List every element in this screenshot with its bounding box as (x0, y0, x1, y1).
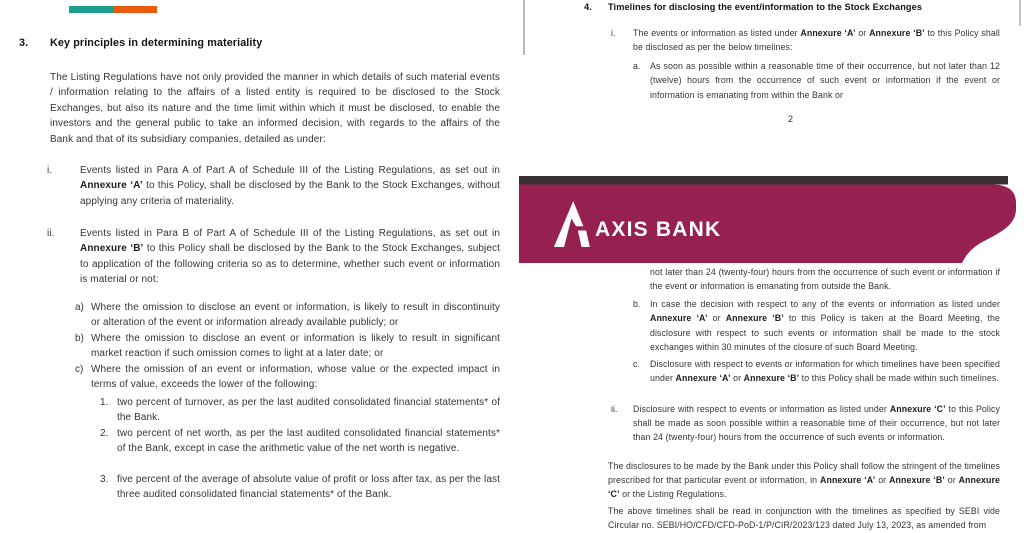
section-3-number: 3. (19, 37, 29, 49)
section-3-title: Key principles in determining materiality (50, 37, 263, 49)
criterion-c-text: Where the omission of an event or information, whose value or the expected impact in terms of value, exceeds the lower of the following: (91, 364, 500, 391)
continuation-text: not later than 24 (twenty-four) hours from the occurrence of such event or information if the event or information is emanating from outside the Bank. (650, 267, 1000, 292)
section-3-intro: The Listing Regulations have not only provided the manner in which details of such material events / information relating to the affairs of a listed entity is required to be disclosed to the Stock Exchanges, but also its nature and the time limit within which it must be disclosed, to enable the investors and the general public to take an informed decision, with regards to the affairs of the Bank and that of its subsidiary companies, detailed as under: (50, 72, 500, 145)
item-ii-text: Events listed in Para B of Part A of Schedule III of the Listing Regulations, as set out in Annexure ‘B’ to this Policy shall be disclosed by the Bank to the Stock Exchanges, subject to application of the following criteria so as to determine, whether such event or information is material or not: (80, 228, 500, 286)
page-number: 2 (788, 114, 794, 124)
sub-b-label: b. (633, 299, 641, 309)
threshold-2-label: 2. (100, 428, 109, 439)
section-4-title: Timelines for disclosing the event/information to the Stock Exchanges (608, 2, 923, 12)
section-4-number: 4. (584, 2, 592, 12)
sub-a-text: As soon as possible within a reasonable time of their occurrence, but not later than 12 (twelve) hours from the occurrence of such event or information if the event or information is emanating from within the Bank or (650, 61, 1000, 100)
sub-a-label: a. (633, 61, 641, 71)
threshold-3-text: five percent of the average of absolute value of profit or loss after tax, as per the last three audited consolidated financial statements* of the Bank. (117, 474, 500, 501)
closing-para-1: The disclosures to be made by the Bank under this Policy shall follow the stringent of the timelines prescribed for that particular event or information, in Annexure ‘A’ or Annexure ‘B’ or Annexure ‘C’ or the Listing Regulations. (608, 461, 1000, 499)
r-item-ii-label: ii. (611, 404, 618, 414)
criterion-c-label: c) (75, 364, 84, 375)
item-i-label: i. (47, 165, 52, 176)
closing-para-2: The above timelines shall be read in conjunction with the timelines as specified by SEBI vide Circular no. SEBI/HO/CFD/CFD-PoD-1/P/CIR/2023/123 dated July 13, 2023, as amended from (608, 506, 1000, 530)
criterion-a-label: a) (75, 302, 84, 313)
item-i-text: Events listed in Para A of Part A of Schedule III of the Listing Regulations, as set out in Annexure ‘A’ to this Policy, shall be disclosed by the Bank to the Stock Exchanges, without applying any criteria of materiality. (80, 165, 501, 207)
item-ii-label: ii. (47, 228, 55, 239)
threshold-1-label: 1. (100, 397, 109, 408)
r-item-ii-text: Disclosure with respect to events or information as listed under Annexure ‘C’ to this Policy shall be made as soon possible within a reasonable time of their occurrence, but not later than 24 (twenty-four) hours from the occurrence of such events or information. (633, 404, 1001, 442)
axis-banner (519, 176, 1024, 263)
teal-bar (69, 6, 114, 13)
brand-bars (69, 6, 157, 13)
threshold-3-label: 3. (100, 474, 109, 485)
r-item-i-label: i. (611, 28, 616, 38)
criterion-a-text: Where the omission to disclose an event or information, is likely to result in discontinuity or alteration of the event or information already available publicly; or (91, 302, 500, 329)
criterion-b-text: Where the omission to disclose an event or information is likely to result in significant market reaction if such omission comes to light at a later date; or (91, 333, 500, 360)
page-edge-line-right (1019, 0, 1021, 26)
axis-bank-wordmark: AXIS BANK (595, 218, 722, 241)
sub-c-label: c. (633, 359, 640, 369)
criterion-b-label: b) (75, 333, 84, 344)
dark-accent-bar (519, 176, 1008, 185)
sub-b-text: In case the decision with respect to any of the events or information as listed under Annexure ‘A’ or Annexure ‘B’ to this Policy is taken at the Board Meeting, the disclosure with respect to such events or information shall be made to the stock exchanges within 30 minutes of the closure of such Board Meeting. (650, 299, 1000, 353)
sub-c-text: Disclosure with respect to events or information for which timelines have been specified under Annexure ‘A’ or Annexure ‘B’ to this Policy shall be made within such timelines. (650, 359, 1000, 384)
banner-shape (519, 176, 1024, 263)
r-item-i-text: The events or information as listed under Annexure ‘A’ or Annexure ‘B’ to this Policy shall be disclosed as per the below timelines: (633, 28, 1000, 53)
threshold-1-text: two percent of turnover, as per the last audited consolidated financial statements* of the Bank. (117, 397, 500, 424)
orange-bar (114, 6, 157, 13)
page-edge-line-left (523, 0, 525, 55)
threshold-2-text: two percent of net worth, as per the last audited consolidated financial statements* of the Bank, except in case the arithmetic value of the net worth is negative. (117, 428, 500, 455)
